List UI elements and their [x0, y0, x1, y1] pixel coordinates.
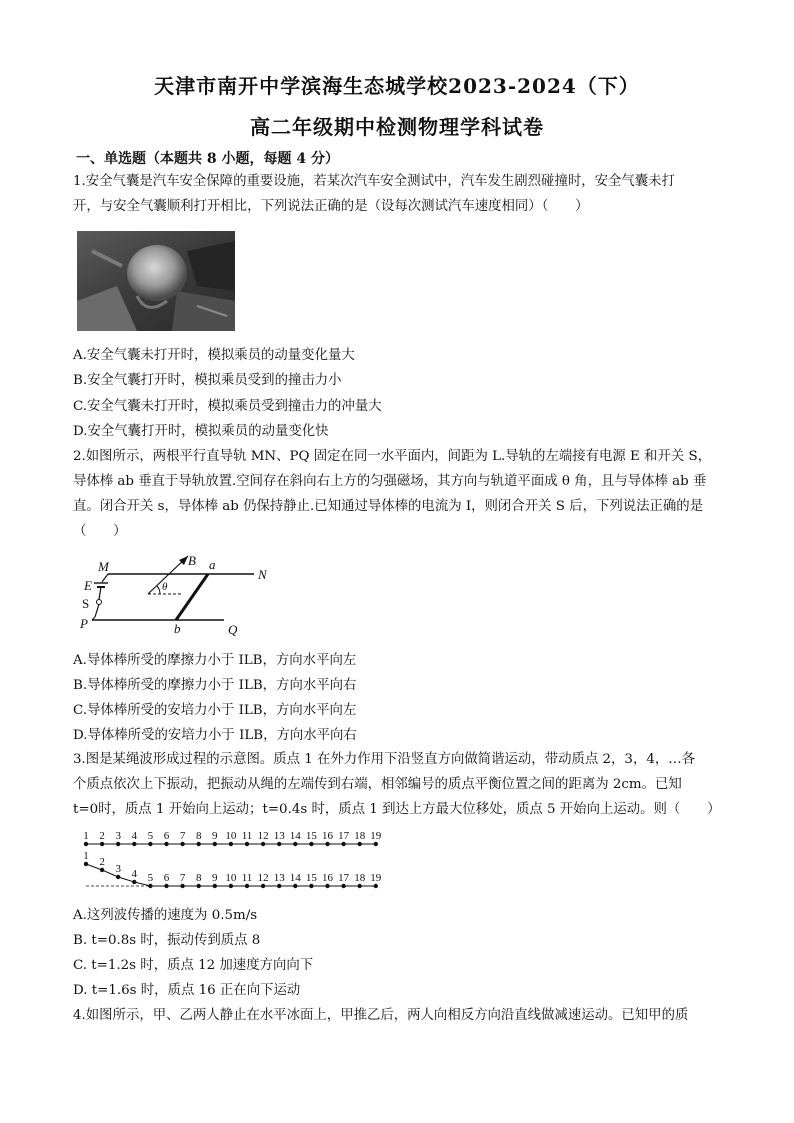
airbag-photo: [77, 231, 235, 331]
q2-stem-line3: 直。闭合开关 s，导体棒 ab 仍保持静止.已知通过导体棒的电流为 I，则闭合开关 S 后，下列说法正确的是: [73, 499, 704, 514]
particle-label-initial: 16: [322, 830, 333, 842]
particle-initial: [374, 842, 378, 846]
particle-label-initial: 9: [212, 830, 218, 842]
q2-option-d: D.导体棒所受的安培力小于 ILB，方向水平向右: [73, 728, 357, 743]
particle-initial: [197, 842, 201, 846]
particle-displaced: [132, 880, 136, 884]
particle-label-displaced: 14: [289, 872, 301, 884]
particle-label-initial: 7: [179, 830, 186, 842]
particle-label-displaced: 17: [338, 872, 350, 884]
q1-option-d: D.安全气囊打开时，模拟乘员的动量变化快: [73, 424, 329, 439]
particle-initial: [261, 842, 265, 846]
particle-initial: [116, 842, 120, 846]
particle-label-initial: 15: [305, 830, 317, 842]
particle-initial: [293, 842, 297, 846]
particle-displaced: [293, 884, 297, 888]
particle-label-displaced: 16: [322, 872, 333, 884]
particle-label-displaced: 15: [305, 872, 317, 884]
q1-stem-line2: 开，与安全气囊顺利打开相比，下列说法正确的是（设每次测试汽车速度相同）（ ）: [73, 199, 589, 214]
rail-circuit-diagram: [78, 552, 288, 642]
q3-option-b: B. t=0.8s 时，振动传到质点 8: [73, 933, 261, 948]
q3-option-d: D. t=1.6s 时，质点 16 正在向下运动: [73, 983, 301, 998]
particle-label-displaced: 3: [115, 863, 121, 875]
particle-label-displaced: 8: [195, 872, 202, 884]
q2-stem-line2: 导体棒 ab 垂直于导轨放置.空间存在斜向右上方的匀强磁场，其方向与轨道平面成 θ 角，且与导体棒 ab 垂: [73, 474, 707, 489]
particle-displaced: [374, 884, 378, 888]
particle-label-initial: 18: [354, 830, 366, 842]
particle-label-displaced: 12: [257, 872, 269, 884]
particle-displaced: [116, 875, 120, 879]
q1-stem-line1: 1.安全气囊是汽车安全保障的重要设施，若某次汽车安全测试中，汽车发生剧烈碰撞时，安全气囊未打: [73, 174, 675, 189]
angle-arc: [157, 586, 160, 594]
q3-stem-line3: t=0时，质点 1 开始向上运动；t=0.4s 时，质点 1 到达上方最大位移处，质点 5 开始向上运动。则（ ）: [73, 802, 721, 817]
particle-displaced: [180, 884, 184, 888]
q2-stem-line4: （ ）: [73, 524, 127, 539]
particle-initial: [148, 842, 152, 846]
label-s: S: [82, 596, 90, 611]
particle-displaced: [148, 884, 152, 888]
particle-initial: [358, 842, 362, 846]
particle-label-initial: 3: [115, 830, 121, 842]
particle-label-displaced: 11: [241, 872, 253, 884]
q1-option-b: B.安全气囊打开时，模拟乘员受到的撞击力小: [73, 373, 342, 388]
particle-initial: [245, 842, 249, 846]
particle-initial: [100, 842, 104, 846]
particle-label-displaced: 9: [212, 872, 218, 884]
section-heading: 一、单选题（本题共 8 小题，每题 4 分）: [76, 151, 339, 167]
particle-label-initial: 2: [99, 830, 105, 842]
particle-displaced: [164, 884, 168, 888]
q1-option-a: A.安全气囊未打开时，模拟乘员的动量变化量大: [73, 348, 355, 363]
particle-displaced: [341, 884, 345, 888]
particle-label-initial: 19: [370, 830, 382, 842]
switch-terminal: [97, 600, 102, 605]
particle-label-displaced: 10: [225, 872, 237, 884]
particle-label-displaced: 6: [163, 872, 170, 884]
exam-title-school: 天津市南开中学滨海生态城学校2023-2024（下）: [154, 74, 640, 98]
particle-label-displaced: 7: [179, 872, 186, 884]
particle-label-initial: 14: [289, 830, 301, 842]
particle-label-displaced: 2: [99, 856, 105, 868]
q2-option-a: A.导体棒所受的摩擦力小于 ILB，方向水平向左: [73, 653, 357, 668]
particle-label-initial: 4: [131, 830, 138, 842]
particle-initial: [84, 842, 88, 846]
particle-displaced: [229, 884, 233, 888]
particle-label-initial: 8: [195, 830, 202, 842]
particle-label-displaced: 5: [147, 872, 154, 884]
particle-initial: [180, 842, 184, 846]
label-theta: θ: [162, 581, 168, 593]
rope-wave-diagram: [80, 826, 390, 896]
particle-displaced: [84, 862, 88, 866]
q4-stem-line1: 4.如图所示，甲、乙两人静止在水平冰面上，甲推乙后，两人向相反方向沿直线做减速运动。已知甲的质: [73, 1008, 689, 1023]
particle-label-initial: 13: [273, 830, 285, 842]
q3-option-a: A.这列波传播的速度为 0.5m/s: [73, 908, 258, 923]
label-b-end: b: [174, 621, 181, 636]
particle-label-initial: 11: [241, 830, 253, 842]
q2-stem-line1: 2.如图所示，两根平行直导轨 MN、PQ 固定在同一水平面内，间距为 L.导轨的左端接有电源 E 和开关 S，: [73, 449, 712, 464]
particle-label-displaced: 18: [354, 872, 366, 884]
particle-displaced: [309, 884, 313, 888]
particle-initial: [164, 842, 168, 846]
particle-label-initial: 6: [163, 830, 170, 842]
particle-displaced: [213, 884, 217, 888]
q3-stem-line1: 3.图是某绳波形成过程的示意图。质点 1 在外力作用下沿竖直方向做简谐运动，带动质点 2，3，4，…各: [73, 752, 696, 767]
exam-title-subject: 高二年级期中检测物理学科试卷: [250, 115, 544, 139]
q3-option-c: C. t=1.2s 时，质点 12 加速度方向向下: [73, 958, 314, 973]
particle-displaced: [100, 868, 104, 872]
particle-displaced: [358, 884, 362, 888]
particle-label-initial: 17: [338, 830, 350, 842]
particle-label-displaced: 19: [370, 872, 382, 884]
label-n: N: [258, 567, 267, 582]
particle-initial: [341, 842, 345, 846]
q3-stem-line2: 个质点依次上下振动，把振动从绳的左端传到右端，相邻编号的质点平衡位置之间的距离为 2cm。已知: [73, 777, 682, 792]
particle-displaced: [197, 884, 201, 888]
label-b-field: B: [188, 553, 196, 568]
particle-label-initial: 5: [147, 830, 154, 842]
particle-label-initial: 1: [83, 830, 89, 842]
particle-label-initial: 12: [257, 830, 269, 842]
label-m: M: [98, 559, 109, 574]
q2-option-b: B.导体棒所受的摩擦力小于 ILB，方向水平向右: [73, 678, 357, 693]
particle-initial: [213, 842, 217, 846]
particle-label-displaced: 13: [273, 872, 285, 884]
label-e: E: [84, 578, 92, 593]
particle-displaced: [277, 884, 281, 888]
q2-option-c: C.导体棒所受的安培力小于 ILB，方向水平向左: [73, 703, 357, 718]
particle-initial: [309, 842, 313, 846]
q1-option-c: C.安全气囊未打开时，模拟乘员受到撞击力的冲量大: [73, 399, 382, 414]
particle-label-initial: 10: [225, 830, 237, 842]
particle-displaced: [261, 884, 265, 888]
switch-blade: [95, 604, 99, 617]
particle-displaced: [325, 884, 329, 888]
particle-initial: [132, 842, 136, 846]
particle-initial: [277, 842, 281, 846]
particle-label-displaced: 4: [131, 868, 138, 880]
particle-label-displaced: 1: [83, 850, 89, 862]
conductor-rod-ab: [176, 574, 208, 620]
particle-displaced: [245, 884, 249, 888]
particle-initial: [229, 842, 233, 846]
label-a: a: [209, 557, 216, 572]
particle-initial: [325, 842, 329, 846]
label-q: Q: [228, 622, 238, 637]
label-p: P: [80, 616, 88, 631]
